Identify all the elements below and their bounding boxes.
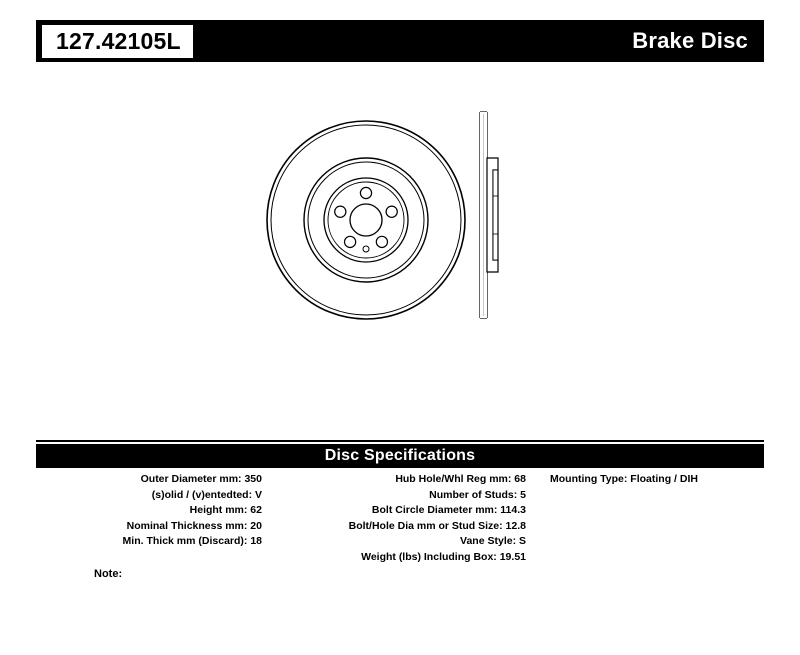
spec-item: Bolt Circle Diameter mm: 114.3: [371, 504, 526, 516]
spec-item: Vane Style: S: [460, 535, 526, 547]
drawing-area: [36, 70, 764, 440]
spec-column-right: [532, 472, 764, 488]
spec-column-left: [36, 472, 268, 550]
page-title: Brake Disc: [632, 28, 748, 53]
spec-item: Min. Thick mm (Discard): 18: [122, 535, 262, 547]
spec-item: Hub Hole/Whl Reg mm: 68: [395, 473, 526, 485]
spec-item: Number of Studs: 5: [429, 488, 526, 501]
spec-item: Nominal Thickness mm: 20: [126, 519, 262, 532]
rotor-edge-view: [456, 100, 546, 330]
part-number: 127.42105L: [42, 25, 193, 58]
note-label: Note:: [94, 568, 123, 580]
spec-divider: [36, 440, 764, 442]
note-row: [36, 568, 764, 580]
spec-item: Weight (lbs) Including Box: 19.51: [361, 550, 526, 563]
spec-column-middle: [268, 472, 532, 565]
spec-item: Bolt/Hole Dia mm or Stud Size: 12.8: [348, 519, 526, 532]
spec-item: Mounting Type: Floating / DIH: [550, 473, 698, 485]
spec-columns: [36, 472, 764, 565]
spec-section-title: Disc Specifications: [36, 444, 764, 468]
spec-item: (s)olid / (v)entedted: V: [151, 488, 262, 501]
spec-item: Outer Diameter mm: 350: [140, 473, 262, 485]
header-bar: [36, 20, 764, 62]
spec-item: Height mm: 62: [189, 504, 262, 516]
